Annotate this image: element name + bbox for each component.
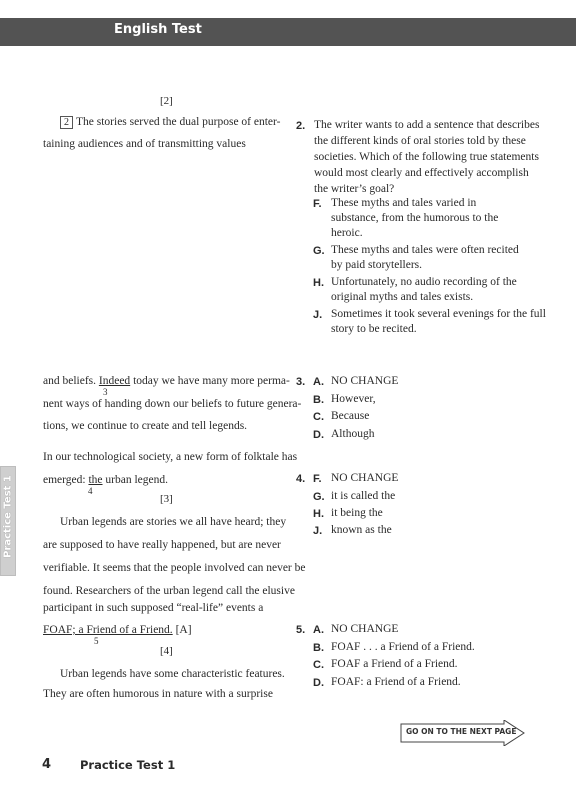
answer-option-f[interactable]: These myths and tales varied in substance, from the humorous to the heroic. bbox=[331, 197, 499, 239]
underline-number-4: 4 bbox=[88, 486, 93, 496]
passage-text: [A] bbox=[172, 624, 192, 636]
passage-line: In our technological society, a new form of folktale has bbox=[43, 451, 298, 463]
passage-line: Urban legends are stories we all have heard; they bbox=[60, 516, 287, 528]
option-letter: A. bbox=[313, 376, 324, 388]
answer-option-d[interactable]: FOAF: a Friend of a Friend. bbox=[331, 676, 461, 688]
question-box-2: 2 bbox=[60, 116, 73, 129]
answer-option-f[interactable]: NO CHANGE bbox=[331, 472, 399, 484]
passage-text: and beliefs. bbox=[43, 375, 99, 387]
page-number: 4 bbox=[42, 757, 52, 772]
passage-line bbox=[43, 624, 192, 636]
passage-line: participant in such supposed “real-life” events a bbox=[43, 602, 264, 614]
passage-text: The stories served the dual purpose of enter- bbox=[76, 116, 281, 128]
option-letter: B. bbox=[313, 642, 324, 654]
underline-number-5: 5 bbox=[94, 636, 99, 646]
passage-line: tions, we continue to create and tell legends. bbox=[43, 420, 248, 432]
footer-title: Practice Test 1 bbox=[80, 758, 176, 772]
answer-option-j[interactable]: known as the bbox=[331, 524, 392, 536]
page-title: English Test bbox=[114, 22, 202, 37]
option-letter: J. bbox=[313, 309, 323, 321]
passage-line bbox=[43, 375, 290, 387]
option-letter: F. bbox=[313, 473, 322, 485]
header-bar bbox=[0, 18, 576, 46]
option-letter: A. bbox=[313, 624, 324, 636]
answer-option-h[interactable]: it being the bbox=[331, 507, 383, 519]
question-stem-2: The writer wants to add a sentence that describes the different kinds of oral stories told by these societies. Which of the following true statements would most clearly and effectively accomplish the writer’s goal? bbox=[314, 119, 540, 195]
option-letter: H. bbox=[313, 277, 324, 289]
passage-text: today we have many more perma- bbox=[130, 375, 290, 387]
question-number-4: 4. bbox=[296, 473, 306, 485]
passage-line bbox=[43, 474, 168, 486]
question-number-2: 2. bbox=[296, 120, 306, 132]
answer-option-h[interactable]: Unfortunately, no audio recording of the original myths and tales exists. bbox=[331, 276, 517, 303]
option-letter: G. bbox=[313, 491, 325, 503]
answer-option-a[interactable]: NO CHANGE bbox=[331, 623, 399, 635]
question-number-3: 3. bbox=[296, 376, 306, 388]
answer-option-j[interactable]: Sometimes it took several evenings for the full story to be recited. bbox=[331, 308, 546, 335]
side-tab bbox=[0, 466, 16, 576]
passage-line: nent ways of handing down our beliefs to future genera- bbox=[43, 398, 302, 410]
option-letter: D. bbox=[313, 677, 324, 689]
go-on-label: GO ON TO THE NEXT PAGE bbox=[406, 727, 517, 736]
option-letter: F. bbox=[313, 198, 322, 210]
passage-line: are supposed to have really happened, but are never bbox=[43, 539, 281, 551]
passage-line: found. Researchers of the urban legend call the elusive bbox=[43, 585, 295, 597]
passage-line: Urban legends have some characteristic features. bbox=[60, 668, 285, 680]
passage-marker-2: [2] bbox=[160, 95, 173, 107]
answer-option-c[interactable]: Because bbox=[331, 410, 370, 422]
option-letter: G. bbox=[313, 245, 325, 257]
answer-option-b[interactable]: FOAF . . . a Friend of a Friend. bbox=[331, 641, 475, 653]
question-number-5: 5. bbox=[296, 624, 306, 636]
passage-line: verifiable. It seems that the people involved can never be bbox=[43, 562, 306, 574]
passage-marker-3: [3] bbox=[160, 493, 173, 505]
option-letter: B. bbox=[313, 394, 324, 406]
answer-option-g[interactable]: These myths and tales were often recited by paid storytellers. bbox=[331, 244, 519, 271]
option-letter: J. bbox=[313, 525, 323, 537]
passage-line: taining audiences and of transmitting values bbox=[43, 138, 246, 150]
underlined-phrase-5: FOAF; a Friend of a Friend. bbox=[43, 624, 173, 636]
side-tab-label: Practice Test 1 bbox=[2, 475, 14, 558]
underlined-phrase-3: Indeed bbox=[98, 375, 131, 387]
passage-line: They are often humorous in nature with a surprise bbox=[43, 688, 273, 700]
answer-option-b[interactable]: However, bbox=[331, 393, 376, 405]
passage-text: emerged: bbox=[43, 474, 89, 486]
answer-option-a[interactable]: NO CHANGE bbox=[331, 375, 399, 387]
passage-line bbox=[60, 116, 280, 129]
underline-number-3: 3 bbox=[103, 387, 108, 397]
underlined-phrase-4: the bbox=[88, 474, 103, 486]
option-letter: H. bbox=[313, 508, 324, 520]
passage-marker-4: [4] bbox=[160, 645, 173, 657]
option-letter: C. bbox=[313, 411, 324, 423]
option-letter: C. bbox=[313, 659, 324, 671]
passage-text: urban legend. bbox=[102, 474, 168, 486]
option-letter: D. bbox=[313, 429, 324, 441]
answer-option-g[interactable]: it is called the bbox=[331, 490, 396, 502]
go-on-arrow bbox=[400, 720, 526, 746]
answer-option-c[interactable]: FOAF a Friend of a Friend. bbox=[331, 658, 458, 670]
answer-option-d[interactable]: Although bbox=[331, 428, 375, 440]
